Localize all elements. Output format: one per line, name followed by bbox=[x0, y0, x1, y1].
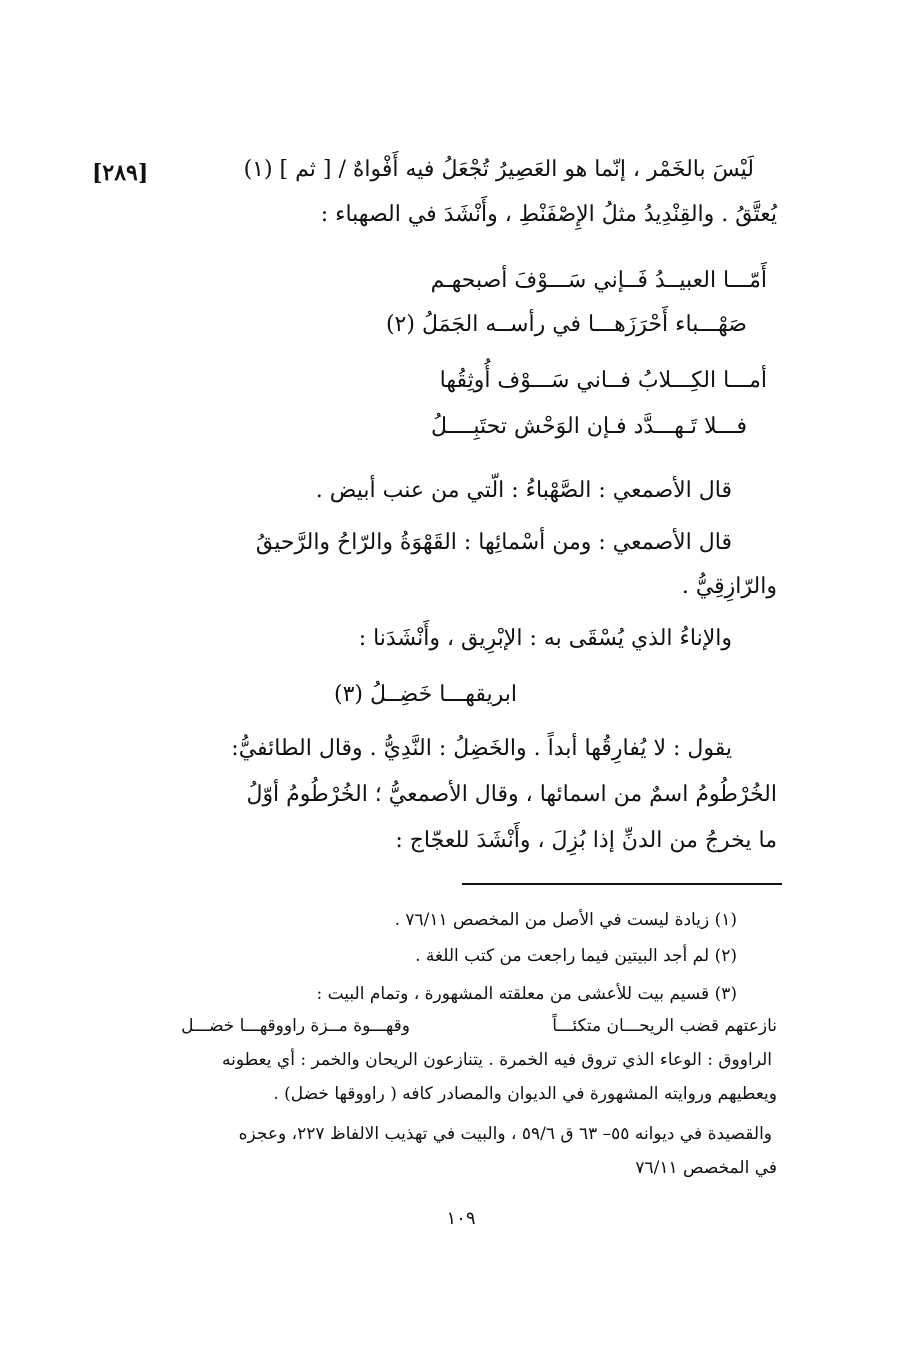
body-line-5: والرّازِقِيُّ . bbox=[681, 574, 777, 599]
footnote-separator bbox=[462, 883, 782, 885]
footnote-3: (٣) قسيم بيت للأعشى من معلقته المشهورة ، وتمام البيت : bbox=[316, 984, 737, 1004]
footnote-2: (٢) لم أجد البيتين فيما راجعت من كتب اللغة . bbox=[415, 946, 737, 966]
footnote-3-line-5: في المخصص ٧٦/١١ bbox=[635, 1158, 777, 1178]
footnote-3-verse-first-hemistich: وقهـــوة مــزة راووقهـــا خضـــل bbox=[181, 1016, 410, 1036]
manuscript-page-reference: [٢٨٩] bbox=[92, 160, 149, 186]
page-number: ١٠٩ bbox=[446, 1208, 476, 1229]
body-line-7: يقول : لا يُفارِقُها أبداً . والخَضِلُ : النَّدِيُّ . وقال الطائفيُّ: bbox=[231, 736, 732, 761]
footnote-1: (١) زيادة ليست في الأصل من المخصص ٧٦/١١ . bbox=[394, 910, 737, 930]
verse-3: ابريقهـــا خَضِــلُ (٣) bbox=[333, 682, 517, 707]
verse-1-second-hemistich: صَهْـــباء أَحْرَزَهـــا في رأســه الجَمَلُ (٢) bbox=[385, 312, 747, 337]
footnote-3-verse-second-hemistich: نازعتهم قضب الريحـــان متكئـــاً bbox=[552, 1016, 777, 1036]
body-line-2: يُعتَّقُ . والقِنْدِيدُ مثلُ الإِصْفَنْطِ ، وأَنْشَدَ في الصهباء : bbox=[320, 202, 777, 227]
footnote-3-line-2: الراووق : الوعاء الذي تروق فيه الخمرة . يتنازعون الريحان والخمر : أي يعطونه bbox=[221, 1050, 772, 1070]
body-line-8: الخُرْطُومُ اسمٌ من اسمائها ، وقال الأصمعيُّ ؛ الخُرْطُومُ أوّلُ bbox=[246, 782, 777, 807]
verse-2-first-hemistich: أمـــا الكِـــلابُ فــاني سَـــوْف أُوثِقُها bbox=[439, 368, 767, 393]
body-line-1: لَيْسَ بالخَمْر ، إنّما هو العَصِيرُ تُجْعَلُ فيه أَفْواهٌ / [ ثم ] (١) bbox=[243, 157, 754, 182]
body-line-3: قال الأصمعي : الصَّهْباءُ : الّتي من عنب أبيض . bbox=[315, 478, 732, 503]
body-line-6: والإناءُ الذي يُسْقَى به : الإبْرِيق ، وأَنْشَدَنا : bbox=[358, 626, 732, 651]
body-line-4: قال الأصمعي : ومن أسْمائِها : القَهْوَةُ والرّاحُ والرَّحيقُ bbox=[255, 530, 732, 555]
footnote-3-line-4: والقصيدة في ديوانه ٥٥– ٦٣ ق ٥٩/٦ ، والبيت في تهذيب الالفاظ ٢٢٧، وعجزه bbox=[238, 1124, 772, 1144]
verse-2-second-hemistich: فـــلا تَـهـــدَّد فـإن الوَحْش تحتَبِــــلُ bbox=[430, 414, 747, 439]
body-line-9: ما يخرجُ من الدنِّ إذا بُزِلَ ، وأَنْشَدَ للعجّاج : bbox=[395, 828, 777, 853]
verse-1-first-hemistich: أَمّـــا العبيــدُ فَــإني سَـــوْفَ أصبحهـم bbox=[430, 268, 767, 293]
footnote-3-line-3: ويعطيهم وروايته المشهورة في الديوان والمصادر كافه ( راووقها خضل) . bbox=[273, 1084, 777, 1104]
